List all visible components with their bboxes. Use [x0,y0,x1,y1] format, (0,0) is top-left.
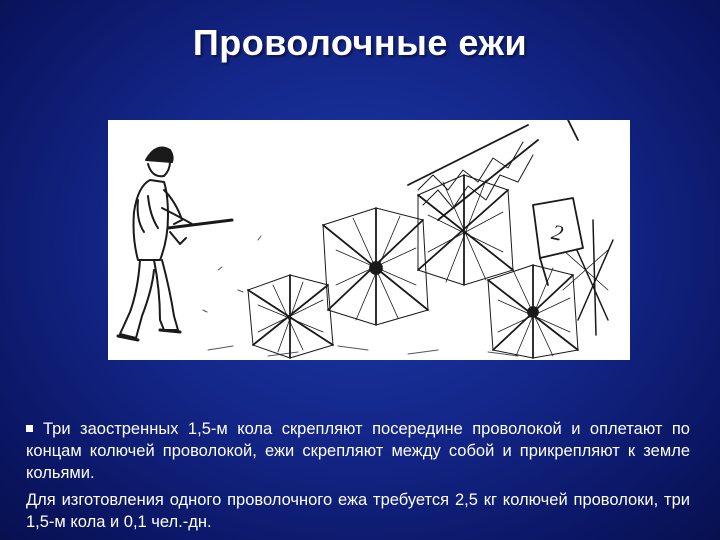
hedgehog-frame-5 [488,265,578,358]
hedgehog-frame-1 [248,275,333,358]
paragraph-1-text: Три заостренных 1,5-м кола скрепляют посередине проволокой и оплетают по концам колючей проволокой, ежи скрепляют между собой и прикрепляют к земле кольями. [26,420,690,482]
bullet-square-icon [26,425,33,432]
paragraph-2: Для изготовления одного проволочного ежа требуется 2,5 кг колючей проволоки, три 1,5-м кола и 0,1 чел.-дн. [26,491,690,531]
slide-body [26,418,690,538]
hedgehog-frame-2 [323,208,428,325]
hedgehog-drawing [108,120,630,360]
figure-number-label: 2 [549,219,566,246]
hedgehog-frame-4 [408,125,538,220]
slide-title: Проволочные ежи [192,22,528,63]
soldier-figure [118,148,232,340]
hedgehog-illustration [108,120,630,360]
ground-marks [203,236,518,356]
sign-board [533,120,583,285]
paragraph-1 [26,418,690,484]
hedgehog-frame-3 [418,175,513,285]
